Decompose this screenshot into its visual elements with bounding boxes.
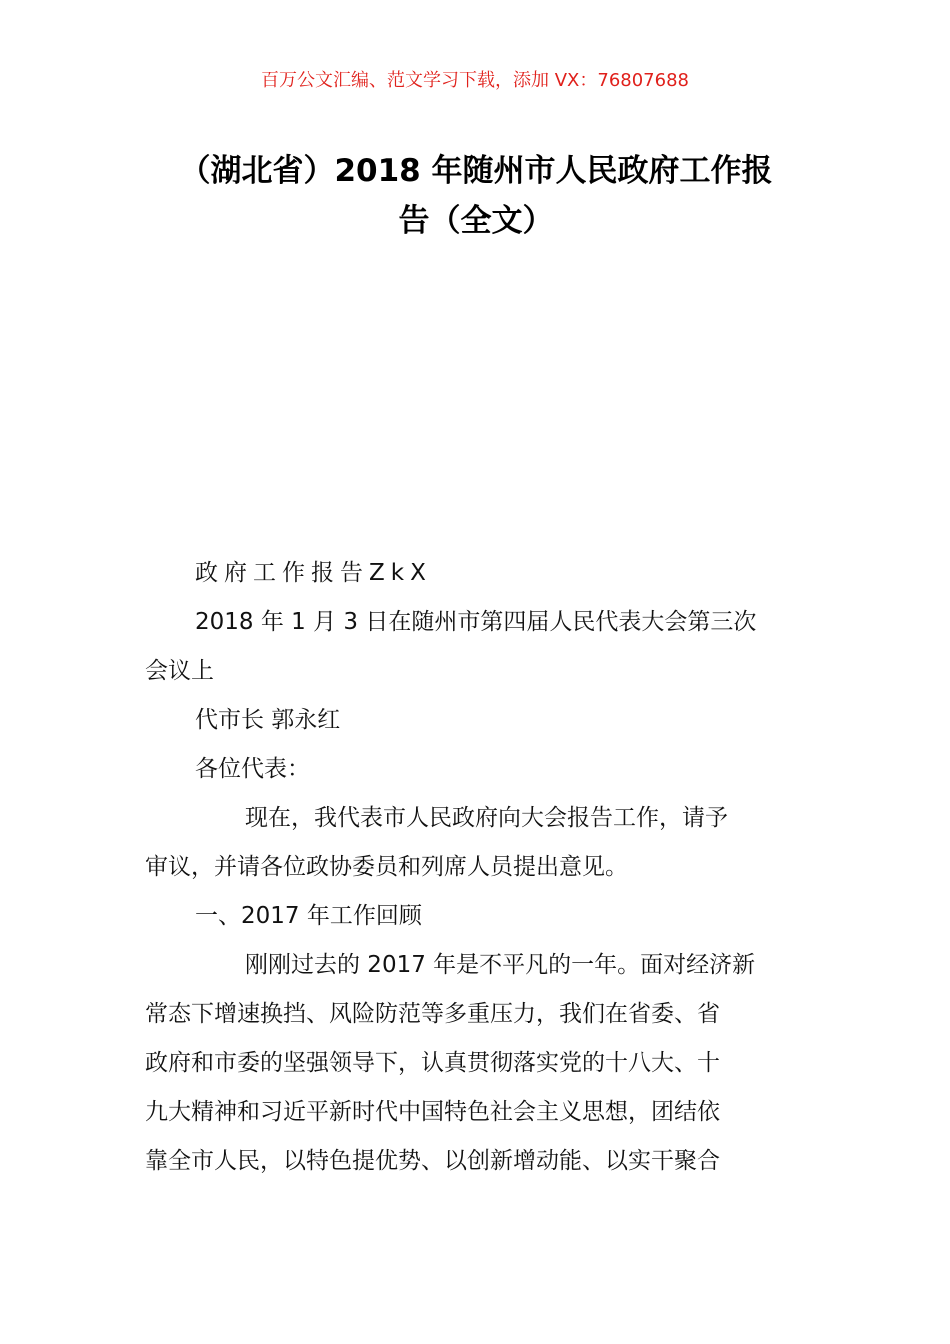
meeting-info bbox=[145, 598, 810, 696]
title-line-1: （湖北省）2018 年随州市人民政府工作报 bbox=[179, 153, 773, 189]
document-title bbox=[140, 146, 812, 246]
meeting-info-line-2: 会议上 bbox=[145, 658, 214, 684]
report-label: 政府工作报告ZkX bbox=[195, 560, 432, 586]
title-line-2: 告（全文） bbox=[398, 203, 554, 239]
speaker-line: 代市长 郭永红 bbox=[195, 707, 341, 733]
intro-line-1: 现在，我代表市人民政府向大会报告工作，请予 bbox=[245, 805, 728, 831]
review-line-3: 政府和市委的坚强领导下，认真贯彻落实党的十八大、十 bbox=[145, 1050, 720, 1076]
review-paragraph bbox=[145, 941, 810, 1186]
review-line-4: 九大精神和习近平新时代中国特色社会主义思想，团结依 bbox=[145, 1099, 720, 1125]
salutation: 各位代表： bbox=[195, 756, 310, 782]
intro-line-2: 审议，并请各位政协委员和列席人员提出意见。 bbox=[145, 854, 628, 880]
section-heading: 一、2017 年工作回顾 bbox=[195, 903, 422, 929]
meeting-info-line-1: 2018 年 1 月 3 日在随州市第四届人民代表大会第三次 bbox=[195, 609, 757, 635]
header-promo-note: 百万公文汇编、范文学习下载，添加 VX：76807688 bbox=[261, 70, 689, 91]
review-line-5: 靠全市人民，以特色提优势、以创新增动能、以实干聚合 bbox=[145, 1148, 720, 1174]
intro-paragraph bbox=[145, 794, 810, 892]
review-line-1: 刚刚过去的 2017 年是不平凡的一年。面对经济新 bbox=[245, 952, 756, 978]
document-body bbox=[145, 549, 810, 1186]
review-line-2: 常态下增速换挡、风险防范等多重压力，我们在省委、省 bbox=[145, 1001, 720, 1027]
